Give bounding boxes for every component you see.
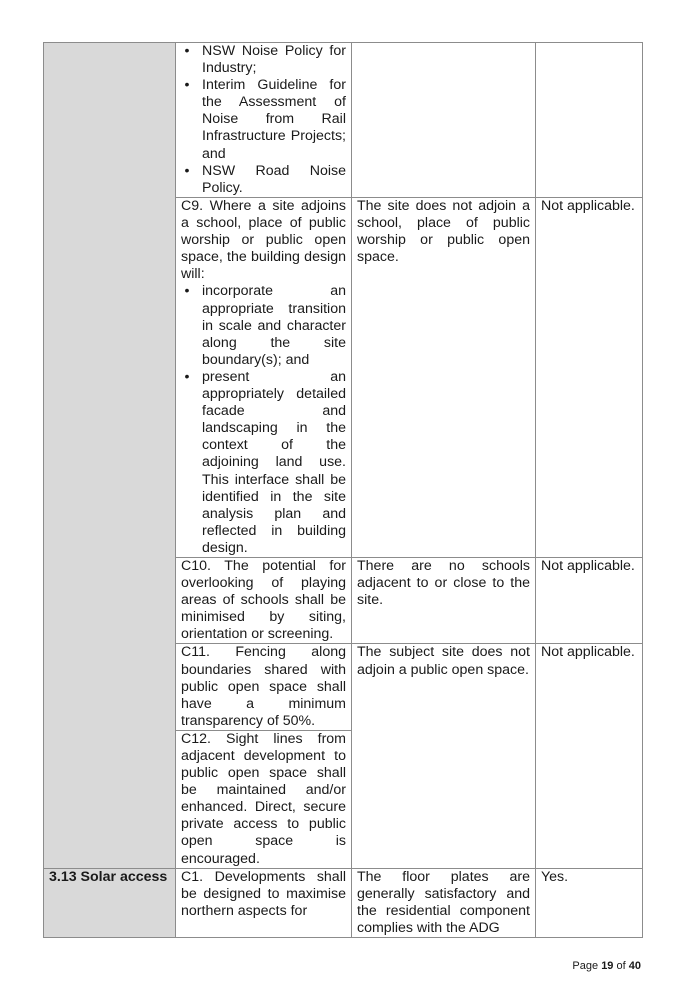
compliance-cell: Not applicable. [536, 644, 643, 868]
section-heading-cell: 3.13 Solar access [44, 868, 176, 937]
table-row [44, 868, 643, 937]
control-cell [176, 198, 352, 558]
control-text: C9. Where a site adjoins a school, place of public worship or public open space, the building design will: [181, 198, 346, 283]
bullet-icon: • [184, 77, 190, 94]
list-item: • present an appropriately detailed facade and landscaping in the context of the adjoining land use. This interface shall be identified in the site analysis plan and reflected in building design. [181, 369, 346, 557]
design-requirements-list [181, 283, 346, 557]
bullet-icon: • [184, 283, 190, 300]
noise-policy-list [181, 43, 346, 197]
total-page-count: 40 [628, 960, 641, 972]
compliance-cell: Yes. [536, 868, 643, 937]
response-cell: There are no schools adjacent to or close to the site. [352, 557, 536, 643]
control-cell: C10. The potential for overlooking of playing areas of schools shall be minimised by siting, orientation or screening. [176, 557, 352, 643]
bullet-icon: • [184, 162, 190, 179]
current-page-number: 19 [601, 960, 614, 972]
list-item: • incorporate an appropriate transition in scale and character along the site boundary(s); and [181, 283, 346, 368]
control-cell: C11. Fencing along boundaries shared with public open space shall have a minimum transparency of 50%. [176, 644, 352, 730]
control-cell: C12. Sight lines from adjacent development to public open space shall be maintained and/or enhanced. Direct, secure private access to public open space is encouraged. [176, 730, 352, 868]
compliance-cell: Not applicable. [536, 557, 643, 643]
list-item: • NSW Noise Policy for Industry; [181, 43, 346, 77]
table-row [44, 43, 643, 198]
compliance-table [43, 42, 643, 938]
bullet-icon: • [184, 43, 190, 59]
list-item: • Interim Guideline for the Assessment of Noise from Rail Infrastructure Projects; and [181, 77, 346, 162]
compliance-cell [536, 43, 643, 198]
response-cell: The subject site does not adjoin a public open space. [352, 644, 536, 868]
compliance-cell: Not applicable. [536, 198, 643, 558]
control-cell [176, 43, 352, 198]
response-cell [352, 43, 536, 198]
bullet-icon: • [184, 368, 190, 385]
response-cell: The floor plates are generally satisfactory and the residential component complies with the ADG [352, 868, 536, 937]
list-item: • NSW Road Noise Policy. [181, 163, 346, 197]
section-heading-cell [44, 43, 176, 869]
response-cell: The site does not adjoin a school, place of public worship or public open space. [352, 198, 536, 558]
page-number-footer: Page 19 of 40 [572, 960, 641, 972]
control-cell: C1. Developments shall be designed to maximise northern aspects for [176, 868, 352, 937]
